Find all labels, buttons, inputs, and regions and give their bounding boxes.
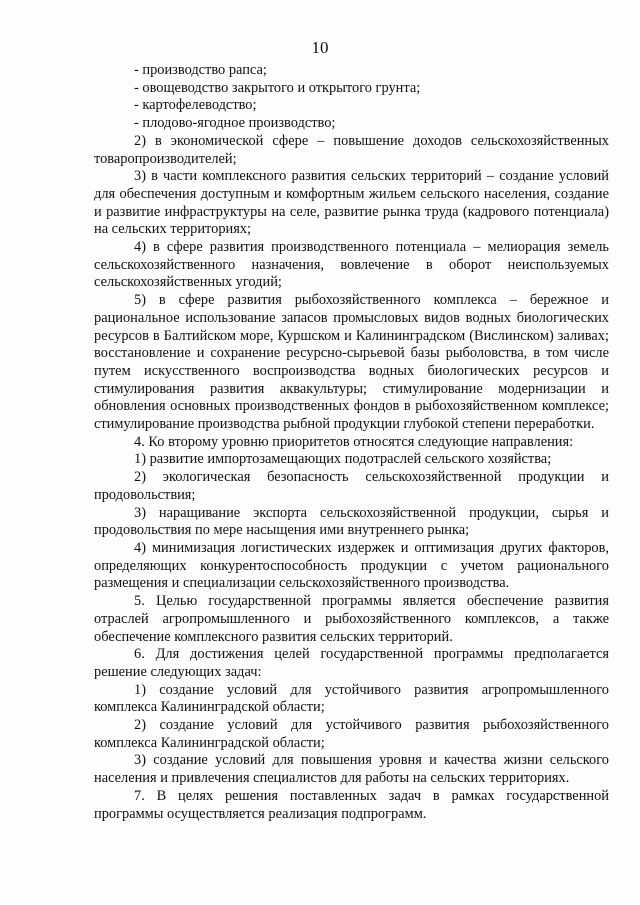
page-number: 10 bbox=[311, 38, 329, 57]
paragraph-production-potential: 4) в сфере развития производственного потенциала – мелиорация земель сельскохозяйственного назначения, вовлечение в оборот неиспользуемых сельскохозяйственных угодий; bbox=[94, 239, 609, 291]
paragraph-logistics: 4) минимизация логистических издержек и оптимизация других факторов, определяющих конкурентоспособность продукции с учетом рационального размещения и специализации сельскохозяйственного производства. bbox=[94, 539, 609, 592]
list-item-vegetables: - овощеводство закрытого и открытого грунта; bbox=[134, 79, 421, 96]
document-body bbox=[94, 62, 609, 823]
list-item-fruit-berry: - плодово-ягодное производство; bbox=[134, 115, 336, 132]
paragraph-import-substitution: 1) развитие импортозамещающих подотраслей сельского хозяйства; bbox=[134, 451, 552, 468]
paragraph-tasks-intro: 6. Для достижения целей государственной программы предполагается решение следующих задач: bbox=[94, 646, 609, 680]
paragraph-fishery-complex: 5) в сфере развития рыбохозяйственного комплекса – бережное и рациональное использование запасов промысловых видов водных биологических ресурсов в Балтийском море, Куршском и Калининградском (Вислинском) заливах; восстановление и сохранение ресурсно-сырьевой базы рыболовства, в том числе путем искусственного воспроизводства водных биологических ресурсов и стимулирования развития аквакультуры; стимулирование модернизации и обновления основных производственных фондов в рыбохозяйственном комплексе; стимулирование производства рыбной продукции глубокой степени переработки. bbox=[94, 292, 609, 433]
paragraph-export-growth: 3) наращивание экспорта сельскохозяйственной продукции, сырья и продовольствия по мере насыщения ими внутреннего рынка; bbox=[94, 504, 609, 539]
paragraph-economic-sphere: 2) в экономической сфере – повышение доходов сельскохозяйственных товаропроизводителей; bbox=[94, 132, 609, 167]
paragraph-task-rural-life: 3) создание условий для повышения уровня и качества жизни сельского населения и привлечения специалистов для работы на сельских территориях. bbox=[94, 752, 609, 787]
paragraph-subprograms: 7. В целях решения поставленных задач в рамках государственной программы осуществляется реализация подпрограмм. bbox=[94, 787, 609, 822]
list-item-potatoes: - картофелеводство; bbox=[134, 97, 257, 114]
paragraph-ecological-safety: 2) экологическая безопасность сельскохозяйственной продукции и продовольствия; bbox=[94, 469, 609, 503]
paragraph-task-agro: 1) создание условий для устойчивого развития агропромышленного комплекса Калининградской области; bbox=[94, 681, 609, 716]
list-item-rapeseed: - производство рапса; bbox=[134, 62, 267, 78]
paragraph-second-level-priorities: 4. Ко второму уровню приоритетов относятся следующие направления: bbox=[134, 433, 574, 450]
paragraph-rural-development: 3) в части комплексного развития сельских территорий – создание условий для обеспечения доступным и комфортным жильем сельского населения, создание и развитие инфраструктуры на селе, развитие рынка труда (кадрового потенциала) на сельских территориях; bbox=[94, 168, 609, 238]
paragraph-program-goal: 5. Целью государственной программы является обеспечение развития отраслей агропромышленного и рыбохозяйственного комплексов, а также обеспечение комплексного развития сельских территорий. bbox=[94, 593, 609, 645]
paragraph-task-fishery: 2) создание условий для устойчивого развития рыбохозяйственного комплекса Калининградской области; bbox=[94, 717, 609, 751]
